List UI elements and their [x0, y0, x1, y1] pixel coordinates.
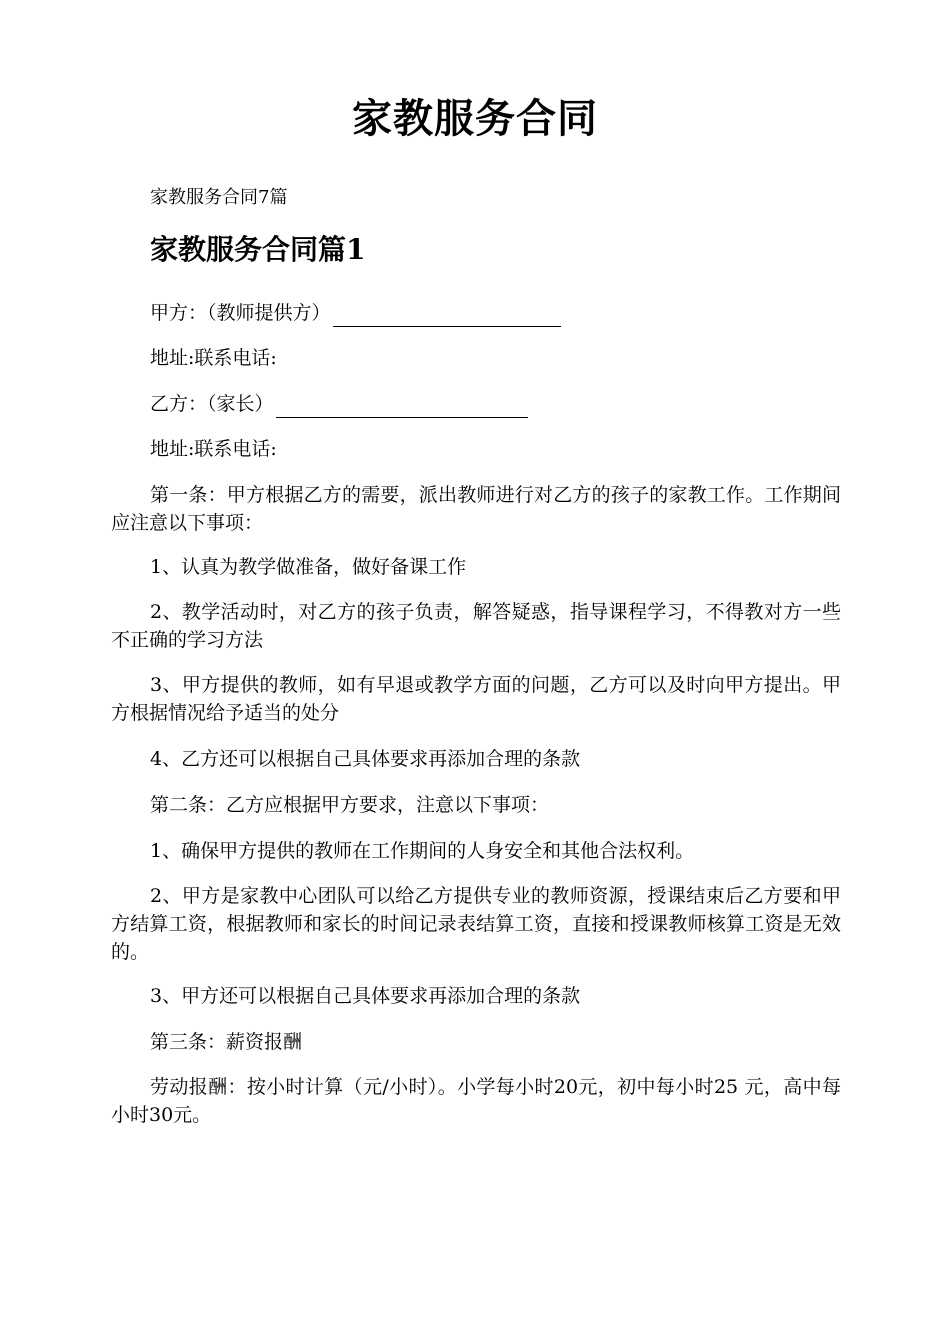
party-a-label: 甲方：（教师提供方）	[150, 302, 331, 324]
article-1: 第一条：甲方根据乙方的需要，派出教师进行对乙方的孩子的家教工作。工作期间应注意以下事项：	[111, 484, 841, 534]
article-1-item-3: 3、甲方提供的教师，如有早退或教学方面的问题，乙方可以及时向甲方提出。甲方根据情况给予适当的处分	[111, 674, 841, 724]
party-b-line	[150, 390, 528, 418]
article-1-item-2: 2、教学活动时，对乙方的孩子负责，解答疑惑，指导课程学习，不得教对方一些不正确的学习方法	[111, 601, 841, 651]
article-2: 第二条：乙方应根据甲方要求，注意以下事项：	[150, 794, 550, 816]
document-subtitle: 家教服务合同7篇	[150, 187, 288, 208]
article-1-item-4: 4、乙方还可以根据自己具体要求再添加合理的条款	[150, 748, 581, 770]
article-3: 第三条：薪资报酬	[150, 1031, 303, 1053]
article-1-item-1: 1、认真为教学做准备，做好备课工作	[150, 556, 467, 578]
article-3-pay: 劳动报酬：按小时计算（元/小时）。小学每小时20元，初中每小时25 元，高中每小时30元。	[111, 1076, 841, 1126]
article-2-item-3: 3、甲方还可以根据自己具体要求再添加合理的条款	[150, 985, 581, 1007]
article-2-item-2: 2、甲方是家教中心团队可以给乙方提供专业的教师资源，授课结束后乙方要和甲方结算工资，根据教师和家长的时间记录表结算工资，直接和授课教师核算工资是无效的。	[111, 885, 841, 963]
party-b-label: 乙方：（家长）	[150, 393, 274, 415]
address-a-line: 地址:联系电话:	[150, 347, 277, 369]
article-2-item-1: 1、确保甲方提供的教师在工作期间的人身安全和其他合法权利。	[150, 840, 695, 862]
document-title: 家教服务合同	[352, 95, 598, 142]
section-heading: 家教服务合同篇1	[150, 233, 366, 266]
party-a-blank	[333, 304, 561, 327]
party-b-blank	[276, 395, 528, 418]
address-b-line: 地址:联系电话:	[150, 438, 277, 460]
party-a-line	[150, 299, 561, 327]
